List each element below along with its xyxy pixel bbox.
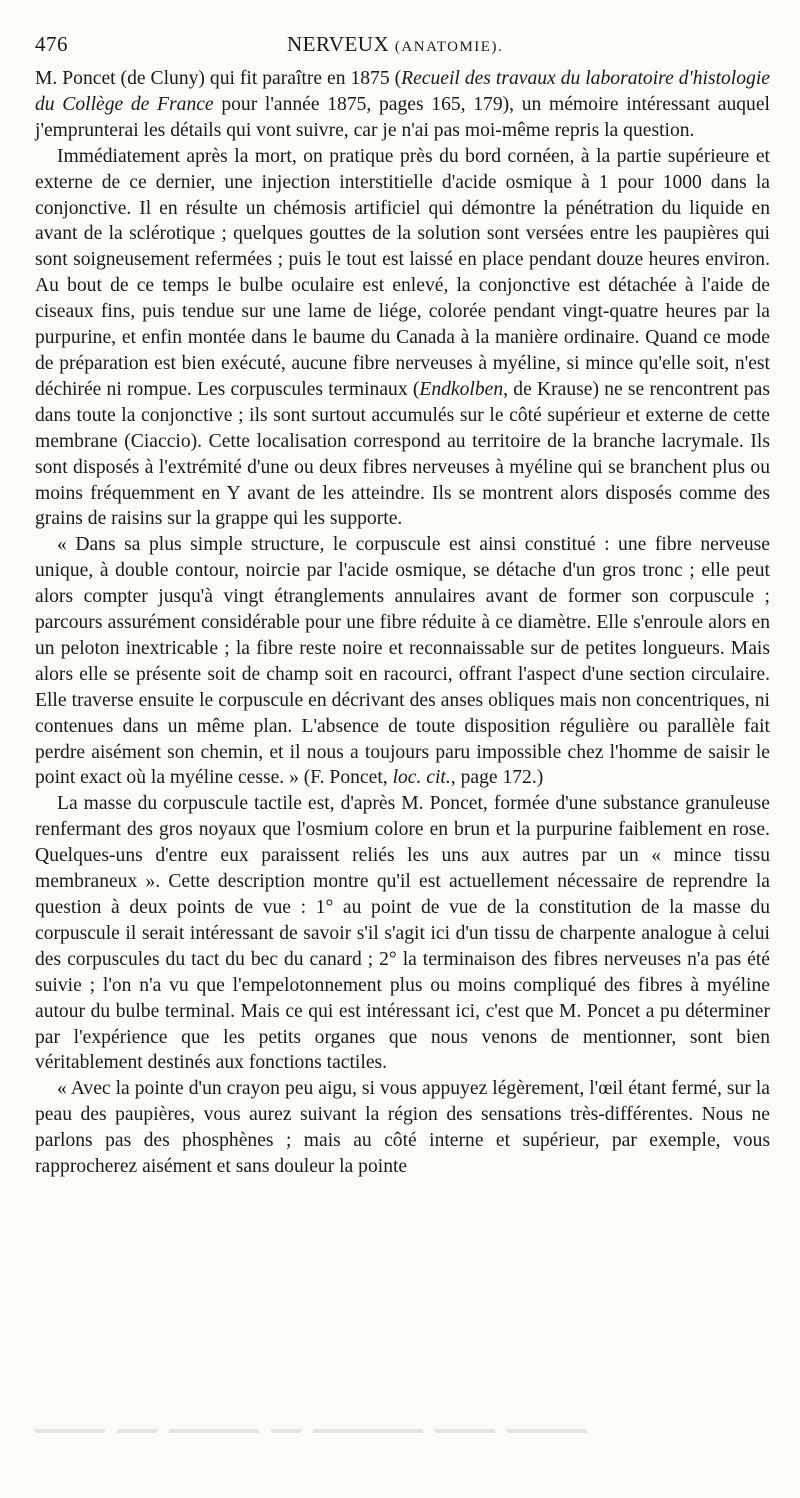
paragraph <box>35 791 770 1076</box>
text-run: , de Krause) ne se rencontrent pas dans toute la conjonctive ; ils sont surtout accumulés sur le côté supérieur et externe de cette membrane (Ciaccio). Cette localisation correspond au territoire de la branche lacrymale. Ils sont disposés à l'extrémité d'une ou deux fibres nerveuses à myéline qui se branchent plus ou moins fréquemment en Y avant de les atteindre. Ils se montrent alors disposés comme des grains de raisins sur la grappe qui les supporte. <box>35 378 771 530</box>
running-title <box>287 32 503 57</box>
text-run: pour l'année 1875, pages 165, 179), un mémoire intéressant auquel j'emprunterai les détails qui vont suivre, car je n'ai pas moi-même repris la question. <box>35 93 770 141</box>
paragraph <box>35 532 770 791</box>
italic-text-run: loc. cit. <box>392 767 451 789</box>
italic-text-run: Endkolben <box>419 378 504 400</box>
text-run: M. Poncet (de Cluny) qui fit paraître en 1875 ( <box>35 68 402 89</box>
paragraph <box>35 144 770 533</box>
running-title-subtitle: (ANATOMIE). <box>394 39 504 55</box>
text-run: , page 172.) <box>450 767 544 789</box>
running-title-main: NERVEUX <box>287 32 390 56</box>
page-number: 476 <box>35 32 68 56</box>
text-run: La masse du corpuscule tactile est, d'après M. Poncet, formée d'une substance granuleuse renfermant des gros noyaux que l'osmium colore en brun et la purpurine faiblement en rose. Quelques-uns d'entre eux paraissent reliés les uns aux autres par un « mince tissu membraneux ». Cette description montre qu'il est actuellement nécessaire de reprendre la question à deux points de vue : 1° au point de vue de la constitution de la masse du corpuscule il serait intéressant de savoir s'il s'agit ici d'un tissu de charpente analogue à celui des corpuscules du tact du bec du canard ; 2° la terminaison des fibres nerveuses n'a pas été suivie ; l'on n'a vu que l'empelotonnement plus ou moins compliqué des fibres à myéline autour du bulbe terminal. Mais ce qui est intéressant ici, c'est que M. Poncet a pu déterminer par l'expérience que les petits organes que nous venons de mentionner, sont bien véritablement destinés aux fonctions tactiles. <box>35 793 770 1074</box>
body-text <box>35 66 770 1180</box>
italic-text-run: Recueil des travaux du laboratoire d'histologie du Collège de France <box>35 68 770 115</box>
text-run: « Avec la pointe d'un crayon peu aigu, si vous appuyez légèrement, l'œil étant fermé, sur la peau des paupières, vous aurez suivant la région des sensations très-différentes. Nous ne parlons pas des phosphènes ; mais au côté interne et supérieur, par exemple, vous rapprocherez aisément et sans douleur la pointe <box>35 1078 770 1178</box>
faint-bleed-through <box>35 1425 635 1439</box>
text-run: Immédiatement après la mort, on pratique près du bord cornéen, à la partie supérieure et externe de ce dernier, une injection interstitielle d'acide osmique à 1 pour 1000 dans la conjonctive. Il en résulte un chémosis artificiel qui démontre la pénétration du liquide en avant de la sclérotique ; quelques gouttes de la solution sont versées entre les paupières qui sont soigneusement refermées ; puis le tout est laissé en place pendant douze heures environ. Au bout de ce temps le bulbe oculaire est enlevé, la conjonctive est détachée à l'aide de ciseaux fins, puis tendue sur une lame de liége, colorée pendant vingt-quatre heures par la purpurine, et enfin montée dans le baume du Canada à la manière ordinaire. Quand ce mode de préparation est bien exécuté, aucune fibre nerveuses à myéline, si mince qu'elle soit, n'est déchirée ni rompue. Les corpuscules terminaux ( <box>35 145 770 400</box>
page-header <box>35 32 770 58</box>
paragraph <box>35 1076 770 1180</box>
text-run: « Dans sa plus simple structure, le corpuscule est ainsi constitué : une fibre nerveuse unique, à double contour, noircie par l'acide osmique, se détache d'un gros tronc ; elle peut alors compter jusqu'à vingt étranglements annulaires avant de former son corpuscule ; parcours assurément considérable pour une fibre réduite à ce diamètre. Elle s'enroule alors en un peloton inextricable ; la fibre reste noire et reconnaissable sur de petites longueurs. Mais alors elle se présente soit de champ soit en racourci, offrant l'aspect d'une section circulaire. Elle traverse ensuite le corpuscule en décrivant des anses obliques mais non concentriques, ni contenues dans un même plan. L'absence de toute disposition régulière ou parallèle fait perdre aisément son chemin, et il nous a toujours paru impossible chez l'homme de saisir le point exact où la myéline cesse. » (F. Poncet, <box>35 534 770 789</box>
paragraph <box>35 66 770 144</box>
